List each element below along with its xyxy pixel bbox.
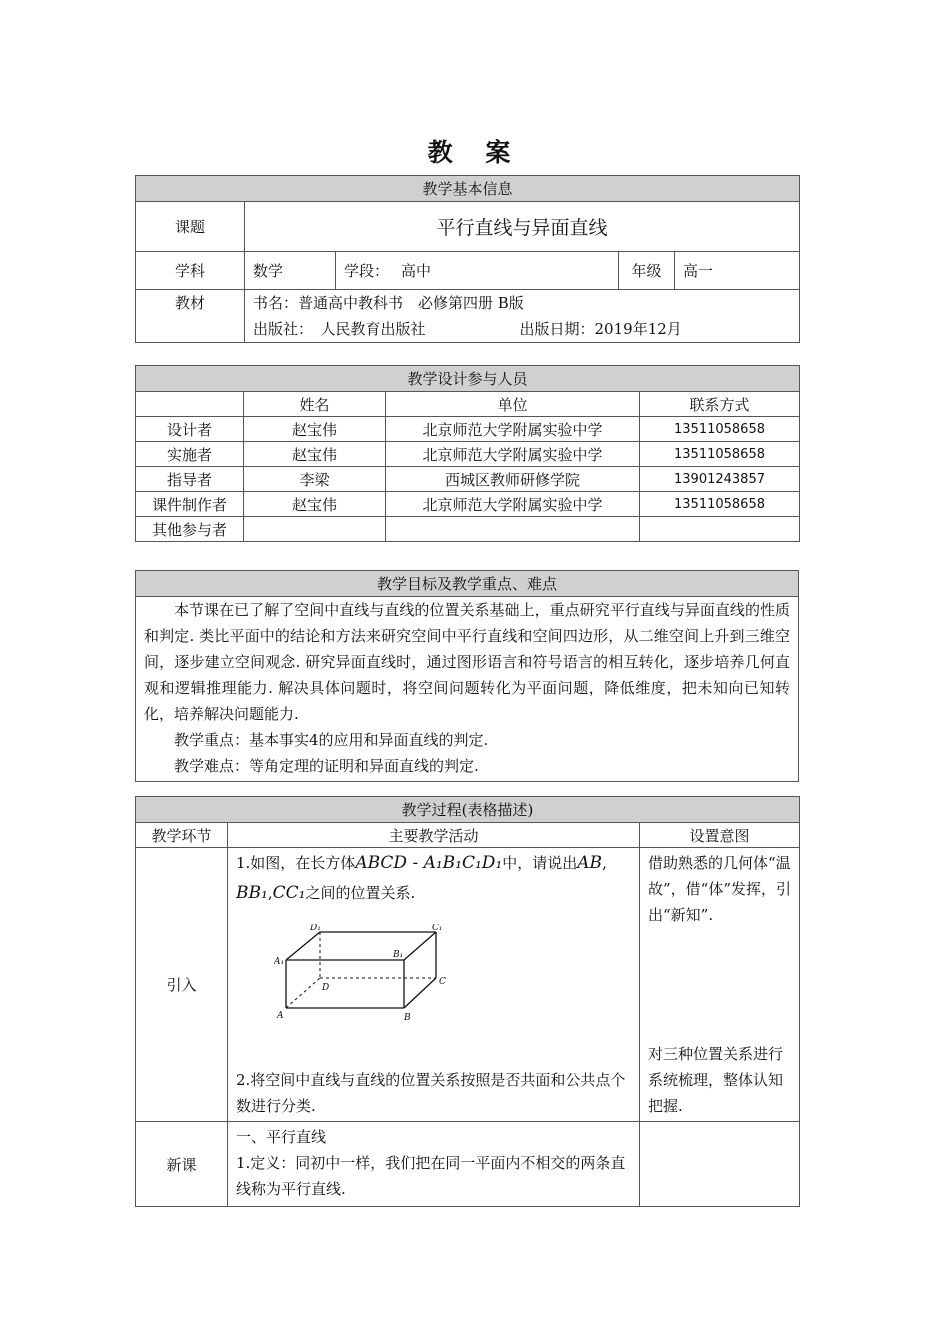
staff-phone: 13511058658	[640, 492, 800, 517]
table-row	[136, 442, 800, 467]
table-row	[136, 417, 800, 442]
basic-info-table	[135, 175, 800, 343]
q1-cc1: CC₁	[272, 883, 306, 903]
document-title: 教 案	[427, 138, 523, 167]
basic-info-header: 教学基本信息	[136, 176, 800, 202]
label-a: A	[277, 1011, 284, 1021]
cuboid-figure	[274, 924, 464, 1024]
staff-name: 李梁	[244, 467, 386, 492]
goals-table	[135, 570, 799, 782]
newlesson-activity	[228, 1122, 640, 1207]
newlesson-heading: 一、平行直线	[236, 1128, 327, 1146]
label-a1: A₁	[274, 957, 285, 967]
staff-unit: 北京师范大学附属实验中学	[386, 442, 640, 467]
date-line: 出版日期：2019年12月	[519, 320, 682, 338]
grade-value: 高一	[675, 252, 800, 290]
q1-suffix: 之间的位置关系.	[305, 884, 416, 902]
staff-table	[135, 365, 800, 542]
stage-cell	[336, 252, 619, 290]
key-point: 教学重点：基本事实4的应用和异面直线的判定.	[174, 731, 489, 749]
subject-label: 学科	[136, 252, 245, 290]
intro-intent	[640, 848, 800, 1122]
staff-role: 实施者	[136, 442, 244, 467]
stage-label: 学段：	[344, 262, 390, 280]
intent-2: 对三种位置关系进行系统梳理，整体认知把握.	[648, 1045, 784, 1115]
topic-value: 平行直线与异面直线	[245, 202, 800, 252]
q1-bb1: BB₁	[236, 883, 268, 903]
goals-body	[136, 597, 799, 782]
staff-unit: 西城区教师研修学院	[386, 467, 640, 492]
staff-phone: 13901243857	[640, 467, 800, 492]
process-table	[135, 796, 800, 1207]
col-intent: 设置意图	[640, 823, 800, 848]
grade-label: 年级	[619, 252, 675, 290]
table-row	[136, 517, 800, 542]
col-activity: 主要教学活动	[228, 823, 640, 848]
staff-unit: 北京师范大学附属实验中学	[386, 492, 640, 517]
subject-value: 数学	[245, 252, 336, 290]
label-d1: D₁	[310, 924, 321, 933]
table-row	[136, 492, 800, 517]
topic-label: 课题	[136, 202, 245, 252]
q1-mid: 中，请说出	[502, 854, 578, 872]
label-b: B	[404, 1013, 411, 1023]
q1-ab: AB	[577, 853, 603, 873]
publisher-line: 出版社： 人民教育出版社	[253, 320, 426, 338]
label-d: D	[322, 983, 330, 993]
q1-prefix: 1.如图，在长方体	[236, 854, 356, 872]
staff-role: 课件制作者	[136, 492, 244, 517]
difficulty: 教学难点：等角定理的证明和异面直线的判定.	[174, 757, 479, 775]
staff-phone: 13511058658	[640, 417, 800, 442]
label-c: C	[439, 977, 446, 987]
staff-name	[244, 517, 386, 542]
staff-header: 教学设计参与人员	[136, 366, 800, 392]
textbook-label: 教材	[136, 290, 245, 343]
q1-math: ABCD - A₁B₁C₁D₁	[355, 853, 503, 873]
staff-col-unit: 单位	[386, 392, 640, 417]
label-c1: C₁	[432, 924, 443, 933]
staff-col-contact: 联系方式	[640, 392, 800, 417]
book-line: 书名：普通高中教科书 必修第四册 B版	[253, 294, 524, 312]
process-header: 教学过程(表格描述)	[136, 797, 800, 823]
intro-q1-cont: BB₁,CC₁之间的位置关系.	[236, 883, 416, 903]
intro-stage: 引入	[136, 848, 228, 1122]
staff-unit	[386, 517, 640, 542]
staff-phone: 13511058658	[640, 442, 800, 467]
staff-role: 其他参与者	[136, 517, 244, 542]
table-row	[136, 467, 800, 492]
intro-q1: 1.如图，在长方体ABCD - A₁B₁C₁D₁中，请说出AB,	[236, 853, 607, 873]
intro-activity	[228, 848, 640, 1122]
staff-role: 指导者	[136, 467, 244, 492]
goals-paragraph: 本节课在已了解了空间中直线与直线的位置关系基础上，重点研究平行直线与异面直线的性质和判定. 类比平面中的结论和方法来研究空间中平行直线和空间四边形，从二维空间上升到三维空间，逐步建立空间观念. 研究异面直线时，通过图形语言和符号语言的相互转化，逐步培养几何直观和逻辑推理能力. 解决具体问题时，将空间问题转化为平面问题，降低维度，把未知向已知转化，培养解决问题能力.	[144, 601, 790, 723]
newlesson-def: 1.定义：同初中一样，我们把在同一平面内不相交的两条直线称为平行直线.	[236, 1154, 626, 1198]
stage-value: 高中	[401, 262, 432, 280]
newlesson-intent	[640, 1122, 800, 1207]
publisher-row	[253, 316, 791, 342]
staff-role: 设计者	[136, 417, 244, 442]
staff-col-name: 姓名	[244, 392, 386, 417]
intent-1: 借助熟悉的几何体“温故”，借“体”发挥，引出“新知”.	[648, 854, 792, 924]
staff-phone	[640, 517, 800, 542]
textbook-info	[245, 290, 800, 343]
staff-name: 赵宝伟	[244, 492, 386, 517]
staff-unit: 北京师范大学附属实验中学	[386, 417, 640, 442]
col-stage: 教学环节	[136, 823, 228, 848]
newlesson-stage: 新课	[136, 1122, 228, 1207]
goals-header: 教学目标及教学重点、难点	[136, 571, 799, 597]
staff-name: 赵宝伟	[244, 442, 386, 467]
intro-q2: 2.将空间中直线与直线的位置关系按照是否共面和公共点个数进行分类.	[236, 1071, 626, 1115]
label-b1: B₁	[393, 950, 404, 960]
staff-col-0	[136, 392, 244, 417]
staff-name: 赵宝伟	[244, 417, 386, 442]
